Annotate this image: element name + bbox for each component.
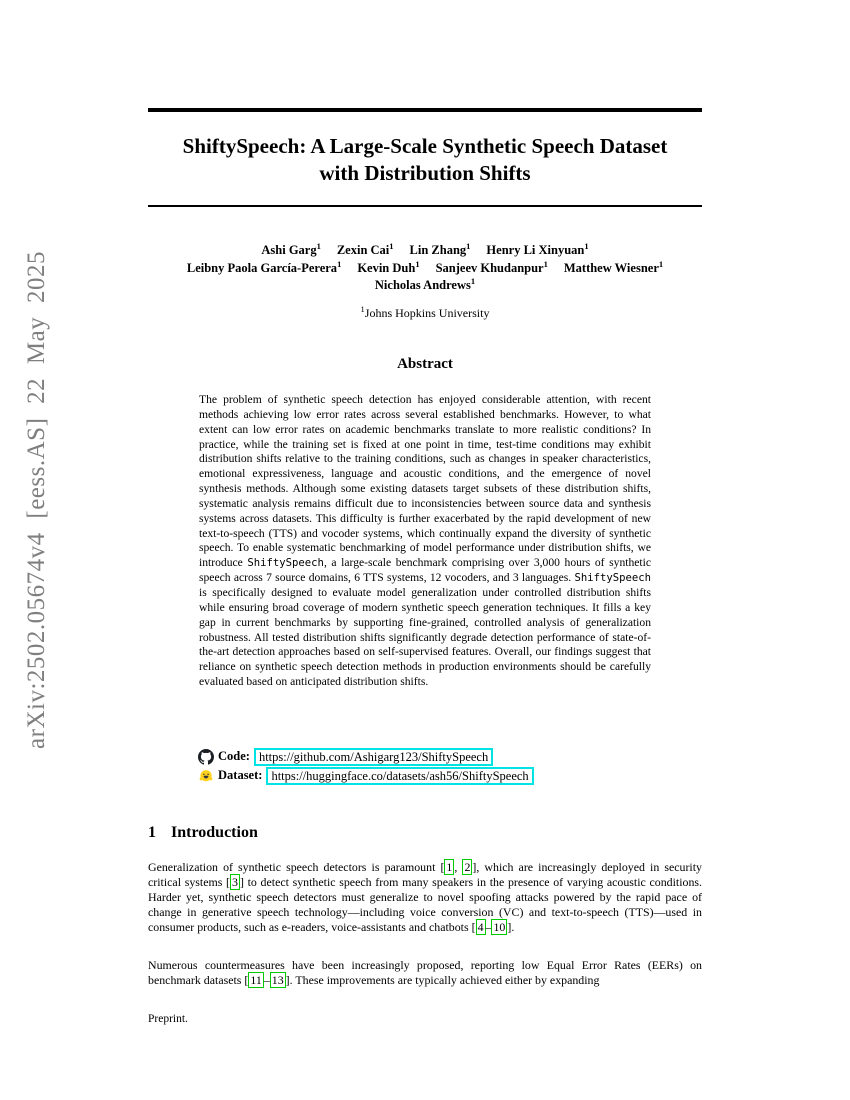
author-name: Ashi Garg: [261, 243, 317, 257]
author-row: [148, 242, 702, 260]
author-name: Zexin Cai: [336, 243, 390, 257]
inline-code-text: ShiftySpeech: [247, 557, 324, 570]
author-superscript: 1: [658, 258, 664, 269]
footer-note: Preprint.: [148, 1013, 188, 1025]
affiliation: [148, 306, 702, 321]
author-name: Leibny Paola García-Perera: [186, 260, 338, 275]
section-number: 1: [148, 824, 156, 841]
author-superscript: 1: [584, 240, 589, 251]
paragraph-text: –: [263, 972, 270, 987]
author-superscript: 1: [316, 240, 321, 251]
citation-ref[interactable]: 1: [446, 860, 453, 874]
intro-paragraph-1: [148, 860, 702, 935]
arxiv-watermark: arXiv:2502.05674v4 [eess.AS] 22 May 2025: [23, 251, 50, 749]
paragraph-text: ].: [507, 919, 515, 934]
paper-title-line1: ShiftySpeech: A Large-Scale Synthetic Speech Dataset: [182, 134, 668, 158]
code-link-line: [198, 747, 668, 766]
intro-paragraph-2: [148, 958, 702, 988]
code-label: Code:: [218, 749, 250, 763]
author-row: [148, 260, 702, 278]
citation-ref[interactable]: 13: [271, 972, 284, 987]
code-link[interactable]: https://github.com/Ashigarg123/ShiftySpeech: [254, 748, 493, 766]
author: [357, 258, 420, 275]
author-name: Henry Li Xinyuan: [486, 243, 585, 257]
author-row: [148, 277, 702, 295]
citation-ref[interactable]: 11: [250, 972, 262, 987]
citation-ref[interactable]: 4: [477, 919, 484, 934]
abstract-segment: is specifically designed to evaluate model generalization under controlled distribution shifts while ensuring broad coverage of modern synthetic speech generation techniques. It fills a key gap in current benchmarks by supporting fine-grained, controlled analysis of generalization robustness. All tested distribution shifts significantly degrade detection performance of state-of-the-art detection approaches based on self-supervised features. Overall, our findings suggest that reliance on synthetic speech detection methods in production environments should be carefully evaluated based on anticipated distribution shifts.: [199, 585, 651, 689]
title-rule-top: [148, 108, 702, 112]
author: [435, 258, 548, 275]
paragraph-text: ] to detect synthetic speech from many speakers in the presence of varying acoustic conditions. Harder yet, synthetic speech detectors must generalize to novel spoofing attacks powered by the rapid pace of change in generative speech technology—including voice conversion (VC) and text-to-speech (TTS)—used in consumer products, such as e-readers, voice-assistants and chatbots [: [148, 874, 702, 934]
paragraph-text: ], which are increasingly deployed in security critical systems [: [148, 860, 702, 889]
resource-links: [198, 747, 668, 785]
github-icon: [198, 749, 214, 765]
paragraph-text: Generalization of synthetic speech detectors is paramount [: [148, 860, 445, 874]
author: [336, 240, 394, 257]
author: [563, 258, 664, 275]
affiliation-superscript: 1: [360, 304, 365, 314]
huggingface-icon: [198, 768, 214, 784]
author-superscript: 1: [389, 240, 394, 251]
section-heading-introduction: [148, 824, 702, 842]
dataset-label: Dataset:: [218, 768, 263, 782]
author-superscript: 1: [466, 240, 471, 251]
author-superscript: 1: [415, 258, 420, 269]
author: [186, 258, 342, 275]
abstract-segment: The problem of synthetic speech detection has enjoyed considerable attention, with recent methods achieving low error rates across several established benchmarks. However, to what extent can low error rates on academic benchmarks translate to more realistic conditions? In practice, while the training set is fixed at one point in time, test-time conditions may exhibit distribution shifts relative to the training conditions, such as changes in speaker characteristics, emotional expressiveness, language and acoustic conditions, and the emergence of novel synthesis methods. Although some existing datasets target subsets of these distribution shifts, systematic analysis remains difficult due to inconsistencies between source data and synthesis systems across datasets. This difficulty is further exacerbated by the rapid development of new text-to-speech (TTS) and vocoder systems, which continually expand the diversity of synthetic speech. To enable systematic benchmarking of model performance under distribution shifts, we introduce: [199, 393, 651, 570]
paragraph-text: ]. These improvements are typically achieved either by expanding: [285, 972, 600, 987]
abstract-segment: , a large-scale benchmark comprising over 3,000 hours of synthetic speech across 7 source domains, 6 TTS systems, 12 vocoders, and 3 languages.: [199, 556, 651, 585]
title-rule-bottom: [148, 205, 702, 207]
paragraph-text: –: [485, 919, 492, 934]
citation-ref[interactable]: 10: [493, 919, 506, 934]
paragraph-text: Numerous countermeasures have been increasingly proposed, reporting low Equal Error Rates (EERs) on benchmark datasets [: [148, 958, 702, 987]
author-name: Matthew Wiesner: [563, 260, 659, 275]
author: [409, 240, 471, 257]
inline-code-text: ShiftySpeech: [574, 572, 651, 585]
author-superscript: 1: [337, 258, 342, 269]
citation-ref[interactable]: 3: [232, 874, 238, 889]
author-name: Lin Zhang: [409, 243, 467, 257]
paragraph-text: ,: [454, 860, 463, 874]
citation-ref[interactable]: 2: [464, 860, 471, 874]
dataset-link-line: [198, 766, 668, 785]
author-block: [148, 242, 702, 295]
section-title: Introduction: [171, 824, 258, 841]
abstract-text: [199, 393, 651, 690]
abstract-heading: Abstract: [397, 356, 453, 372]
dataset-link[interactable]: https://huggingface.co/datasets/ash56/ShiftySpeech: [266, 767, 533, 785]
author: [486, 240, 589, 257]
paper-title-line2: with Distribution Shifts: [319, 161, 531, 185]
author: [261, 240, 321, 257]
author-name: Sanjeev Khudanpur: [435, 260, 544, 275]
author: [374, 275, 476, 292]
author-name: Nicholas Andrews: [374, 278, 471, 292]
author-name: Kevin Duh: [357, 260, 416, 275]
author-superscript: 1: [470, 275, 476, 286]
affiliation-name: Johns Hopkins University: [364, 306, 490, 320]
author-superscript: 1: [543, 258, 548, 269]
paper-title: [148, 133, 702, 187]
